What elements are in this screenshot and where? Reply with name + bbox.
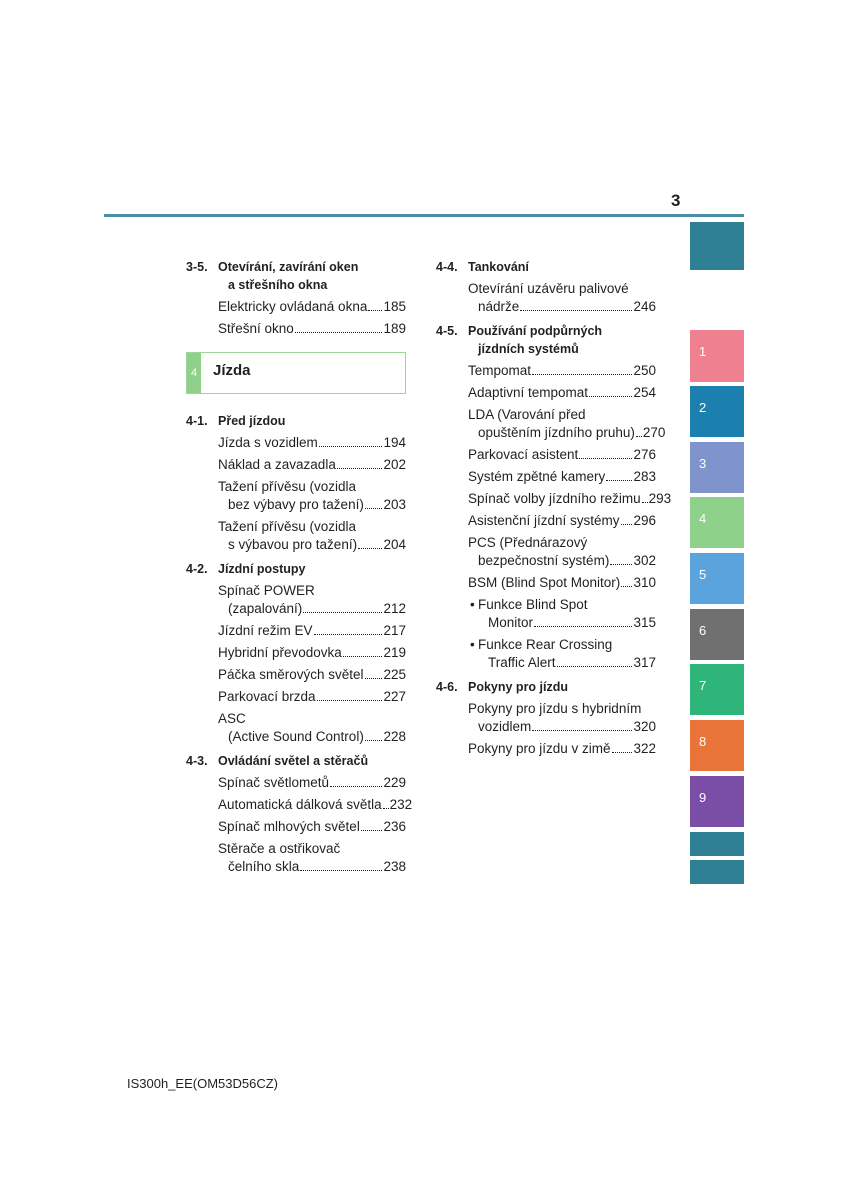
chapter-tab-label: 7	[699, 678, 707, 693]
entry-title: Tažení přívěsu (vozidla	[218, 479, 357, 494]
entry-last-line	[218, 818, 406, 836]
toc-entry[interactable]	[468, 384, 656, 402]
entry-last-line	[468, 446, 656, 464]
dot-leader	[612, 752, 633, 753]
page-number: 3	[671, 191, 681, 210]
toc-entry[interactable]	[468, 700, 656, 736]
dot-leader	[337, 468, 383, 469]
page-ref[interactable]: 246	[633, 299, 656, 314]
toc-entry[interactable]	[218, 298, 406, 316]
toc-entry[interactable]	[218, 688, 406, 706]
page-ref[interactable]: 283	[633, 469, 656, 484]
page-ref[interactable]: 194	[383, 435, 406, 450]
chapter-header	[186, 352, 406, 394]
entry-title: Spínač POWER	[218, 583, 315, 598]
toc-entry[interactable]	[218, 818, 406, 836]
chapter-tab-label: 5	[699, 567, 707, 582]
section-number: 4-2.	[186, 562, 208, 576]
section-title: Ovládání světel a stěračů	[218, 754, 369, 768]
entry-last-line	[478, 614, 656, 632]
section-heading	[186, 560, 406, 578]
entry-title: vozidlem	[478, 719, 532, 734]
page-ref[interactable]: 229	[383, 775, 406, 790]
section-heading	[436, 322, 656, 358]
footer-code: IS300h_EE(OM53D56CZ)	[127, 1076, 279, 1091]
entry-title: Adaptivní tempomat	[468, 385, 589, 400]
chapter-title: Jízda	[213, 362, 251, 379]
toc-entry[interactable]	[468, 280, 656, 316]
section-title: a střešního okna	[228, 278, 328, 292]
page-ref[interactable]: 296	[633, 513, 656, 528]
dot-leader	[532, 730, 632, 731]
page-ref[interactable]: 317	[633, 655, 656, 670]
entry-title: (zapalování)	[228, 601, 303, 616]
dot-leader	[295, 332, 383, 333]
entry-title: s výbavou pro tažení)	[228, 537, 358, 552]
page-ref[interactable]: 310	[633, 575, 656, 590]
entry-last-line	[218, 688, 406, 706]
toc-right-column	[436, 252, 672, 758]
section-title: Jízdní postupy	[218, 562, 306, 576]
entry-last-line	[218, 434, 406, 452]
section-heading	[186, 412, 406, 430]
chapter-tab-label: 9	[699, 790, 707, 805]
section-number: 3-5.	[186, 260, 208, 274]
entry-last-line	[218, 320, 406, 338]
entry-last-line	[468, 718, 656, 736]
chapter-tab-4[interactable]	[690, 497, 744, 548]
entry-title: Parkovací asistent	[468, 447, 579, 462]
entry-title: Automatická dálková světla	[218, 797, 382, 812]
toc-entry[interactable]	[468, 534, 656, 570]
entry-last-line	[468, 424, 666, 442]
entry-title: Hybridní převodovka	[218, 645, 342, 660]
page-ref[interactable]: 302	[633, 553, 656, 568]
entry-last-line	[468, 384, 656, 402]
section-title: Otevírání, zavírání oken	[218, 260, 359, 274]
dot-leader	[636, 436, 642, 437]
section-title: Používání podpůrných	[468, 324, 603, 338]
entry-last-line	[468, 552, 656, 570]
entry-last-line	[218, 858, 406, 876]
entry-title: bez výbavy pro tažení)	[228, 497, 364, 512]
page-ref[interactable]: 250	[633, 363, 656, 378]
page-ref[interactable]: 238	[383, 859, 406, 874]
entry-title: (Active Sound Control)	[228, 729, 364, 744]
header-rule	[104, 214, 744, 217]
section-number: 4-3.	[186, 754, 208, 768]
chapter-tab-1[interactable]	[690, 330, 744, 382]
dot-leader	[520, 310, 632, 311]
chapter-tab-blank[interactable]	[690, 860, 744, 884]
page-ref[interactable]: 270	[642, 425, 666, 440]
chapter-tab-7[interactable]	[690, 664, 744, 715]
entry-title: BSM (Blind Spot Monitor)	[468, 575, 621, 590]
entry-title: Stěrače a ostřikovač	[218, 841, 341, 856]
entry-title: Jízdní režim EV	[218, 623, 313, 638]
page-ref[interactable]: 232	[389, 797, 413, 812]
chapter-tab-label: 3	[699, 456, 707, 471]
section-heading	[186, 258, 406, 294]
entry-title: ASC	[218, 711, 246, 726]
entry-title: Parkovací brzda	[218, 689, 316, 704]
dot-leader	[314, 634, 383, 635]
entry-title: nádrže	[478, 299, 520, 314]
section-number: 4-4.	[436, 260, 458, 274]
entry-last-line	[468, 512, 656, 530]
chapter-tab-blank[interactable]	[690, 832, 744, 856]
page-ref[interactable]: 203	[383, 497, 406, 512]
entry-last-line	[218, 456, 406, 474]
entry-title: čelního skla	[228, 859, 300, 874]
entry-last-line	[468, 490, 672, 508]
toc-entry[interactable]	[468, 406, 666, 442]
toc-entry[interactable]	[468, 490, 672, 508]
entry-last-line	[218, 600, 406, 618]
entry-title: Jízda s vozidlem	[218, 435, 318, 450]
section-title: jízdních systémů	[478, 342, 579, 356]
entry-last-line	[468, 574, 656, 592]
dot-leader	[365, 740, 383, 741]
dot-leader	[368, 310, 382, 311]
toc-entry[interactable]	[218, 840, 406, 876]
dot-leader	[365, 678, 383, 679]
toc-entry[interactable]	[218, 710, 406, 746]
toc-entry[interactable]	[218, 478, 406, 514]
toc-left-column	[186, 252, 413, 876]
toc-entry[interactable]	[468, 362, 656, 380]
entry-title: Asistenční jízdní systémy	[468, 513, 620, 528]
entry-last-line	[468, 362, 656, 380]
bullet-icon: •	[470, 597, 475, 612]
entry-title: Funkce Rear Crossing	[478, 637, 613, 652]
dot-leader	[579, 458, 632, 459]
dot-leader	[317, 700, 383, 701]
bullet-icon: •	[470, 637, 475, 652]
toc-entry[interactable]	[218, 456, 406, 474]
entry-last-line	[468, 298, 656, 316]
section-heading	[436, 678, 656, 696]
chapter-number: 4	[187, 353, 201, 393]
section-title: Před jízdou	[218, 414, 286, 428]
toc-entry[interactable]	[218, 518, 406, 554]
chapter-tab-blank[interactable]	[690, 222, 744, 270]
entry-title: Pokyny pro jízdu s hybridním	[468, 701, 642, 716]
entry-last-line	[218, 496, 406, 514]
chapter-tab-label: 6	[699, 623, 707, 638]
toc-entry[interactable]	[218, 622, 406, 640]
entry-title: Funkce Blind Spot	[478, 597, 588, 612]
toc-entry[interactable]	[218, 774, 406, 792]
dot-leader	[343, 656, 383, 657]
section-heading	[186, 752, 406, 770]
toc-sub-entry[interactable]	[470, 596, 656, 632]
toc-entry[interactable]	[218, 582, 406, 618]
chapter-tab-5[interactable]	[690, 553, 744, 604]
toc-entry[interactable]	[218, 434, 406, 452]
dot-leader	[361, 830, 383, 831]
page-ref[interactable]: 227	[383, 689, 406, 704]
toc-entry[interactable]	[218, 644, 406, 662]
chapter-tab-9[interactable]	[690, 776, 744, 827]
dot-leader	[319, 446, 383, 447]
toc-entry[interactable]	[218, 320, 406, 338]
entry-title: Spínač světlometů	[218, 775, 330, 790]
entry-title: PCS (Přednárazový	[468, 535, 588, 550]
section-number: 4-1.	[186, 414, 208, 428]
chapter-tab-label: 4	[699, 511, 707, 526]
entry-last-line	[218, 622, 406, 640]
page-ref[interactable]: 320	[633, 719, 656, 734]
entry-title: Spínač mlhových světel	[218, 819, 360, 834]
page-ref[interactable]: 219	[383, 645, 406, 660]
entry-title: Střešní okno	[218, 321, 294, 336]
entry-last-line	[468, 468, 656, 486]
entry-last-line	[468, 740, 656, 758]
page-ref[interactable]: 217	[383, 623, 406, 638]
toc-entry[interactable]	[218, 666, 406, 684]
chapter-tab-6[interactable]	[690, 609, 744, 660]
entry-last-line	[218, 796, 413, 814]
entry-last-line	[218, 666, 406, 684]
entry-title: Spínač volby jízdního režimu	[468, 491, 641, 506]
toc-sub-entry[interactable]	[470, 636, 656, 672]
dot-leader	[534, 626, 632, 627]
chapter-tab-label: 1	[699, 344, 707, 359]
entry-last-line	[218, 298, 406, 316]
entry-title: LDA (Varování před	[468, 407, 586, 422]
entry-title: Tažení přívěsu (vozidla	[218, 519, 357, 534]
page-ref[interactable]: 236	[383, 819, 406, 834]
chapter-tab-3[interactable]	[690, 442, 744, 493]
dot-leader	[303, 612, 382, 613]
page-ref[interactable]: 202	[383, 457, 406, 472]
dot-leader	[621, 586, 632, 587]
page-ref[interactable]: 254	[633, 385, 656, 400]
dot-leader	[383, 808, 389, 809]
page-ref[interactable]: 276	[633, 447, 656, 462]
page-ref[interactable]: 212	[383, 601, 406, 616]
entry-last-line	[218, 774, 406, 792]
toc-entry[interactable]	[218, 796, 413, 814]
chapter-tab-2[interactable]	[690, 386, 744, 437]
page-ref[interactable]: 225	[383, 667, 406, 682]
entry-title: Náklad a zavazadla	[218, 457, 336, 472]
dot-leader	[610, 564, 632, 565]
dot-leader	[606, 480, 632, 481]
toc-entry[interactable]	[468, 468, 656, 486]
chapter-tab-label: 8	[699, 734, 707, 749]
entry-title: Systém zpětné kamery	[468, 469, 606, 484]
toc-entry[interactable]	[468, 740, 656, 758]
entry-title: Otevírání uzávěru palivové	[468, 281, 629, 296]
chapter-tab-label: 2	[699, 400, 707, 415]
page-ref[interactable]: 228	[383, 729, 406, 744]
section-number: 4-5.	[436, 324, 458, 338]
page-ref[interactable]: 189	[383, 321, 406, 336]
entry-title: Elektricky ovládaná okna	[218, 299, 368, 314]
chapter-tab-8[interactable]	[690, 720, 744, 771]
page-ref[interactable]: 293	[648, 491, 672, 506]
toc-entry[interactable]	[468, 512, 656, 530]
dot-leader	[557, 666, 633, 667]
toc-entry[interactable]	[468, 574, 656, 592]
entry-title: Traffic Alert	[488, 655, 556, 670]
dot-leader	[365, 508, 383, 509]
section-number: 4-6.	[436, 680, 458, 694]
section-heading	[436, 258, 656, 276]
entry-title: Monitor	[488, 615, 534, 630]
dot-leader	[589, 396, 632, 397]
entry-last-line	[478, 654, 656, 672]
dot-leader	[532, 374, 632, 375]
section-title: Pokyny pro jízdu	[468, 680, 569, 694]
entry-last-line	[218, 644, 406, 662]
entry-title: Pokyny pro jízdu v zimě	[468, 741, 611, 756]
page-ref[interactable]: 204	[383, 537, 406, 552]
page-ref[interactable]: 315	[633, 615, 656, 630]
entry-title: opuštěním jízdního pruhu)	[478, 425, 635, 440]
dot-leader	[300, 870, 382, 871]
dot-leader	[330, 786, 382, 787]
dot-leader	[642, 502, 648, 503]
page-ref[interactable]: 322	[633, 741, 656, 756]
entry-last-line	[218, 536, 406, 554]
entry-title: Tempomat	[468, 363, 532, 378]
dot-leader	[621, 524, 633, 525]
entry-title: Páčka směrových světel	[218, 667, 364, 682]
entry-title: bezpečnostní systém)	[478, 553, 610, 568]
entry-last-line	[218, 728, 406, 746]
dot-leader	[358, 548, 382, 549]
section-title: Tankování	[468, 260, 529, 274]
toc-entry[interactable]	[468, 446, 656, 464]
page-ref[interactable]: 185	[383, 299, 406, 314]
